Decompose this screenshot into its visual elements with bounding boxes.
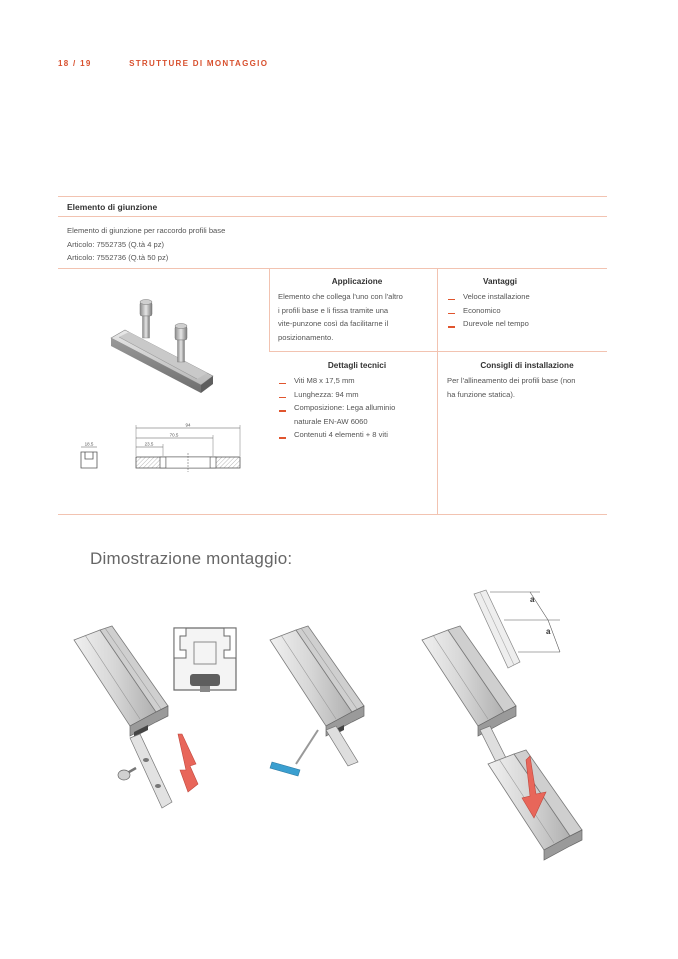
article-1: Articolo: 7552735 (Q.tà 4 pz) (67, 239, 165, 249)
list-item: Durevole nel tempo (447, 317, 597, 331)
dettagli-heading: Dettagli tecnici (327, 361, 387, 370)
dim-small: 23.5 (144, 441, 154, 447)
label-a-2: a (546, 627, 551, 636)
vantaggi-heading: Vantaggi (482, 277, 518, 286)
demo-title: Dimostrazione montaggio: (90, 549, 293, 568)
list-item: Economico (447, 304, 597, 318)
article-2: Articolo: 7552736 (Q.tà 50 pz) (67, 253, 169, 262)
dim-mid: 70.5 (169, 432, 179, 438)
detail-text: Viti M8 x 17,5 mm (294, 376, 355, 385)
step2-tool (270, 730, 318, 776)
consigli-line: Per l'allineamento dei profili base (non (447, 376, 576, 385)
step1-screw (118, 768, 136, 780)
consigli-line: ha funzione statica). (447, 389, 515, 399)
page-header (58, 59, 268, 68)
element-description (67, 224, 225, 265)
step1-cross-section (174, 628, 236, 692)
detail-text: Lunghezza: 94 mm (294, 389, 359, 399)
applicazione-line: vite-punzone così da facilitarne il (278, 319, 389, 329)
step3-spacing-detail (474, 590, 560, 668)
step2-profile (270, 626, 364, 766)
consigli-heading: Consigli di installazione (480, 361, 574, 370)
detail-text: Contenuti 4 elementi + 8 viti (294, 430, 388, 440)
page-number: 18 / 19 (58, 59, 92, 68)
label-a-1: a (530, 595, 535, 604)
list-item: Veloce installazione (447, 290, 597, 304)
description-text: Elemento di giunzione per raccordo profili base (67, 226, 226, 235)
step1-connector (130, 734, 172, 808)
detail-text: Composizione: Lega alluminio (294, 403, 396, 413)
dettagli-list (278, 374, 436, 442)
dim-side: 18.5 (84, 441, 94, 447)
vantaggi-list (447, 290, 597, 331)
step1-arrow (178, 734, 198, 792)
detail-text: naturale EN-AW 6060 (294, 416, 368, 426)
product-photo (105, 290, 220, 400)
table-title-rule (58, 216, 607, 217)
list-item (278, 428, 436, 442)
table-mid-rule (269, 351, 607, 352)
applicazione-line: Elemento che collega l'uno con l'altro (278, 292, 403, 301)
step1-profile (74, 626, 168, 737)
applicazione-heading: Applicazione (331, 277, 383, 286)
list-item (278, 388, 436, 402)
dim-total: 94 (185, 422, 191, 428)
table-desc-rule (58, 268, 607, 269)
technical-drawing (72, 420, 247, 475)
list-item (278, 374, 436, 388)
consigli-text (447, 374, 607, 401)
assembly-illustration (60, 580, 620, 870)
element-title: Elemento di giunzione (67, 202, 158, 212)
table-top-rule (58, 196, 607, 197)
table-bottom-rule (58, 514, 607, 515)
applicazione-line: i profili base e li fissa tramite una (278, 305, 389, 315)
applicazione-text (278, 290, 438, 344)
table-left-divider (269, 268, 270, 351)
applicazione-line: posizionamento. (278, 332, 334, 342)
section-title-header: STRUTTURE DI MONTAGGIO (129, 59, 269, 68)
list-item (278, 401, 436, 428)
